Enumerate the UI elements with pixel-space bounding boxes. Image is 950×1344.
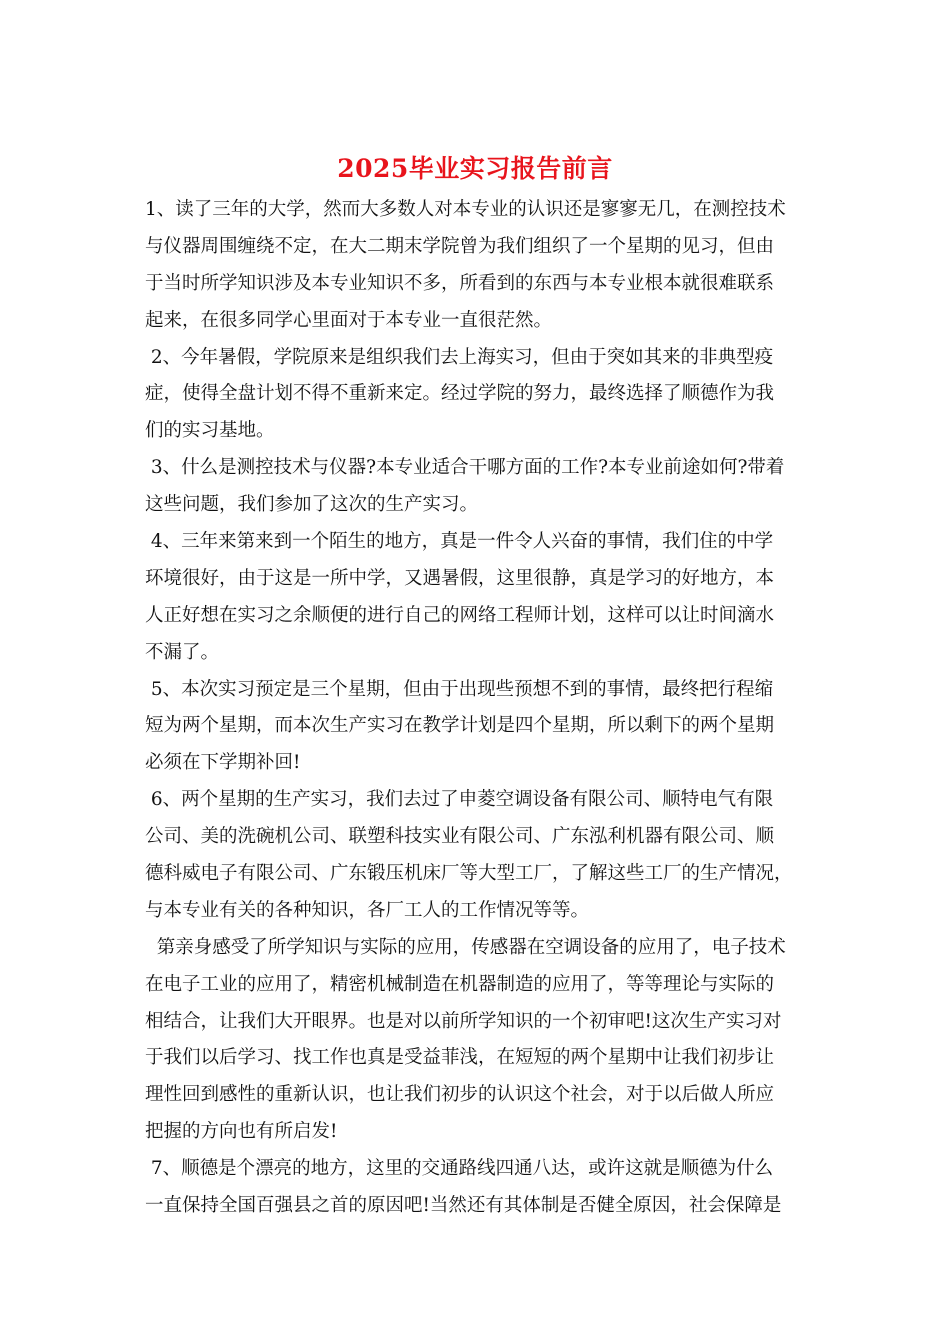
paragraph-line: 这些问题，我们参加了这次的生产实习。: [145, 494, 479, 516]
paragraph-line: 于我们以后学习、找工作也真是受益菲浅，在短短的两个星期中让我们初步让: [145, 1047, 775, 1069]
paragraph-line: 1、读了三年的大学，然而大多数人对本专业的认识还是寥寥无几，在测控技术: [145, 199, 786, 220]
document-title: 2025毕业实习报告前言: [337, 154, 613, 183]
paragraph-line: 们的实习基地。: [145, 420, 275, 442]
paragraph-line: 短为两个星期，而本次生产实习在教学计划是四个星期，所以剩下的两个星期: [145, 715, 775, 737]
paragraph-line: 症，使得全盘计划不得不重新来定。经过学院的努力，最终选择了顺德作为我: [145, 383, 775, 405]
paragraph-line: 于当时所学知识涉及本专业知识不多，所看到的东西与本专业根本就很难联系: [145, 272, 775, 294]
paragraph-line: 不漏了。: [145, 641, 220, 663]
paragraph-line: 与仪器周围缠绕不定，在大二期末学院曾为我们组织了一个星期的见习，但由: [145, 235, 775, 257]
paragraph-line: 起来，在很多同学心里面对于本专业一直很茫然。: [145, 309, 553, 331]
paragraph: [145, 192, 810, 340]
paragraph-line: 理性回到感性的重新认识，也让我们初步的认识这个社会，对于以后做人所应: [145, 1084, 775, 1106]
paragraph-line: 2、今年暑假，学院原来是组织我们去上海实习，但由于突如其来的非典型疫: [145, 346, 774, 368]
paragraph-line: 第亲身感受了所学知识与实际的应用，传感器在空调设备的应用了，电子技术: [145, 936, 786, 958]
paragraph: [145, 930, 810, 1151]
paragraph-line: 人正好想在实习之余顺便的进行自己的网络工程师计划，这样可以让时间滴水: [145, 604, 775, 626]
paragraph: [145, 340, 810, 451]
paragraph-line: 环境很好，由于这是一所中学，又遇暑假，这里很静，真是学习的好地方，本: [145, 567, 775, 589]
paragraph-line: 6、两个星期的生产实习，我们去过了申菱空调设备有限公司、顺特电气有限: [145, 789, 774, 811]
paragraph-line: 必须在下学期补回!: [145, 752, 301, 774]
paragraph: [145, 450, 810, 524]
paragraph-line: 德科威电子有限公司、广东锻压机床厂等大型工厂，了解这些工厂的生产情况，: [145, 863, 793, 885]
paragraph-line: 5、本次实习预定是三个星期，但由于出现些预想不到的事情，最终把行程缩: [145, 678, 774, 700]
paragraph: [145, 524, 810, 672]
paragraph: [145, 782, 810, 930]
paragraph-line: 4、三年来第来到一个陌生的地方，真是一件令人兴奋的事情，我们住的中学: [145, 531, 774, 553]
paragraph: [145, 1151, 810, 1225]
paragraph-line: 一直保持全国百强县之首的原因吧!当然还有其体制是否健全原因，社会保障是: [145, 1195, 782, 1217]
paragraph-line: 把握的方向也有所启发!: [145, 1121, 338, 1143]
paragraph-line: 相结合，让我们大开眼界。也是对以前所学知识的一个初审吧!这次生产实习对: [145, 1010, 782, 1032]
document-body: [145, 192, 810, 1225]
paragraph-line: 3、什么是测控技术与仪器?本专业适合干哪方面的工作?本专业前途如何?带着: [145, 457, 785, 479]
paragraph-line: 7、顺德是个漂亮的地方，这里的交通路线四通八达，或许这就是顺德为什么: [145, 1158, 774, 1180]
paragraph-line: 公司、美的洗碗机公司、联塑科技实业有限公司、广东泓利机器有限公司、顺: [145, 826, 775, 848]
paragraph: [145, 672, 810, 783]
paragraph-line: 在电子工业的应用了，精密机械制造在机器制造的应用了，等等理论与实际的: [145, 973, 775, 995]
paragraph-line: 与本专业有关的各种知识，各厂工人的工作情况等等。: [145, 899, 590, 921]
